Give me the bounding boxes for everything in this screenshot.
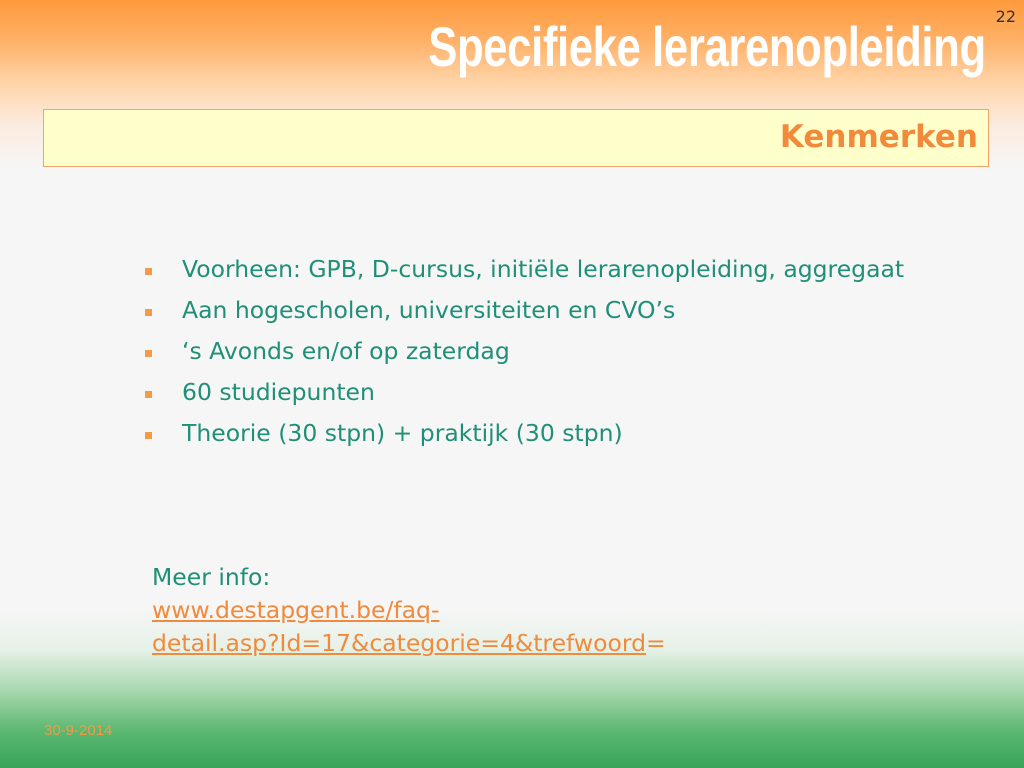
link-suffix: = [646,629,666,657]
more-info-label: Meer info: [152,563,271,591]
square-bullet-icon [145,309,152,316]
square-bullet-icon [145,391,152,398]
link-line-2: detail.asp?Id=17&categorie=4&trefwoord [152,629,647,657]
subtitle-text: Kenmerken [779,119,978,155]
slide-title: Specifieke lerarenopleiding [428,15,986,78]
bullet-text: Voorheen: GPB, D-cursus, initiële lerarenopleiding, aggregaat [182,255,905,283]
square-bullet-icon [145,432,152,439]
slide-number: 22 [995,7,1016,26]
bullet-text: 60 studiepunten [182,378,375,406]
more-info-block [152,561,666,660]
subtitle-box [43,109,989,167]
square-bullet-icon [145,268,152,275]
slide-date: 30-9-2014 [44,722,113,739]
bullet-text: ‘s Avonds en/of op zaterdag [182,337,510,365]
bullet-list [140,253,940,458]
bullet-item [140,335,940,368]
bullet-item [140,294,940,327]
square-bullet-icon [145,350,152,357]
bullet-text: Theorie (30 stpn) + praktijk (30 stpn) [182,419,623,447]
bullet-text: Aan hogescholen, universiteiten en CVO’s [182,296,676,324]
bullet-item [140,253,940,286]
bullet-item [140,376,940,409]
more-info-link[interactable] [152,596,646,657]
bullet-item [140,417,940,450]
link-line-1: www.destapgent.be/faq- [152,596,440,624]
